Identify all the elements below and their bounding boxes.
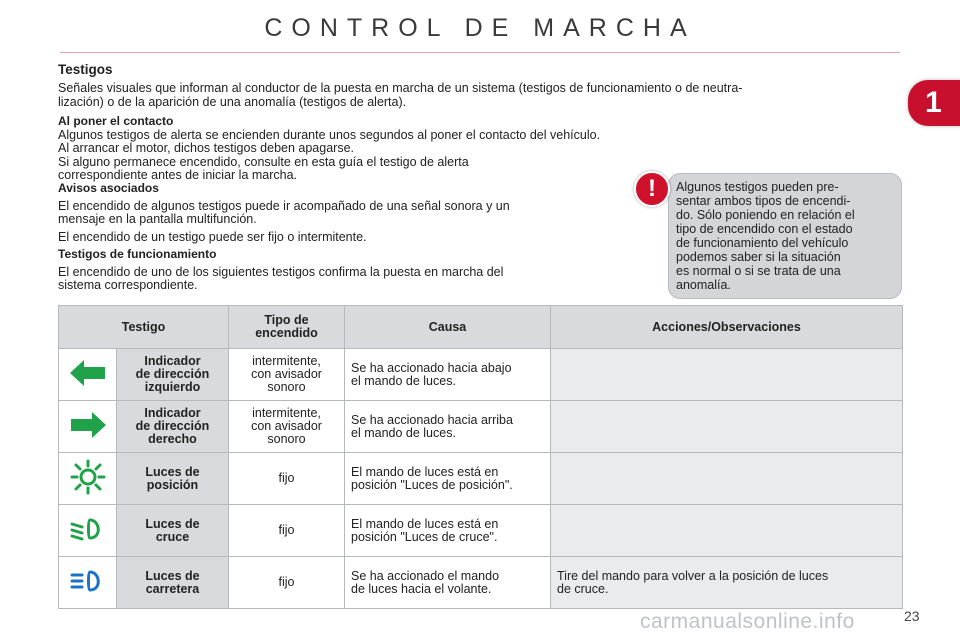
- title-divider: [60, 52, 900, 53]
- table-row: [59, 349, 903, 401]
- indicator-name: [117, 453, 229, 505]
- arrow-right-icon: [59, 401, 117, 453]
- indicator-name-line: derecho: [148, 432, 197, 446]
- ignition-type: [229, 401, 345, 453]
- cause: [345, 557, 551, 609]
- contact-heading: Al poner el contacto: [58, 114, 174, 128]
- indicator-name-line: Luces de: [145, 568, 200, 583]
- cause-line: El mando de luces está en: [351, 516, 499, 531]
- low-beam-icon: [59, 505, 117, 557]
- func-heading: Testigos de funcionamiento: [58, 247, 217, 261]
- table-header-row: [59, 306, 903, 349]
- contact-line: Algunos testigos de alerta se encienden durante unos segundos al poner el contacto del vehículo.: [58, 127, 601, 142]
- warning-line: tipo de encendido con el estado: [676, 222, 853, 236]
- cause-line: posición "Luces de posición".: [351, 477, 513, 492]
- header-tipo-line: Tipo de: [264, 313, 309, 327]
- ignition-type-line: fijo: [278, 523, 295, 537]
- indicator-name: [117, 349, 229, 401]
- avisos-heading: Avisos asociados: [58, 181, 159, 195]
- header-tipo-line: encendido: [255, 326, 318, 340]
- ignition-type-line: con avisador: [251, 419, 322, 433]
- warning-line: do. Sólo poniendo en relación el: [676, 208, 855, 222]
- contact-line: Al arrancar el motor, dichos testigos deben apagarse.: [58, 141, 355, 155]
- indicator-name-line: Indicador: [144, 354, 201, 368]
- arrow-left-icon: [59, 349, 117, 401]
- chapter-tab[interactable]: 1: [908, 80, 960, 126]
- cause-line: Se ha accionado el mando: [351, 568, 500, 583]
- avisos-line: El encendido de un testigo puede ser fijo o intermitente.: [58, 229, 367, 244]
- cause-line: el mando de luces.: [351, 425, 456, 440]
- indicator-name-line: de dirección: [135, 367, 210, 381]
- indicator-name-line: Luces de: [145, 516, 200, 531]
- high-beam-icon: [59, 557, 117, 609]
- position-lights-icon: [59, 453, 117, 505]
- warning-line: de funcionamiento del vehículo: [676, 236, 849, 250]
- contact-block: [58, 115, 600, 183]
- ignition-type-line: intermitente,: [252, 406, 321, 420]
- header-tipo: [229, 306, 345, 349]
- warning-line: Algunos testigos pueden pre-: [676, 180, 839, 194]
- action: [551, 349, 903, 401]
- cause-line: posición "Luces de cruce".: [351, 529, 498, 544]
- table-row: [59, 401, 903, 453]
- indicator-name-line: cruce: [155, 529, 190, 544]
- intro-paragraph: [58, 82, 742, 109]
- warning-line: sentar ambos tipos de encendi-: [676, 194, 851, 208]
- action: [551, 557, 903, 609]
- cause-line: Se ha accionado hacia arriba: [351, 412, 513, 427]
- section-heading: Testigos: [58, 62, 113, 77]
- cause: [345, 453, 551, 505]
- table-row: [59, 505, 903, 557]
- indicator-name-line: de dirección: [135, 419, 210, 433]
- func-line: sistema correspondiente.: [58, 278, 198, 292]
- ignition-type: [229, 453, 345, 505]
- avisos-line: El encendido de algunos testigos puede ir acompañado de una señal sonora y un: [58, 198, 510, 213]
- action: [551, 505, 903, 557]
- ignition-type-line: sonoro: [267, 380, 306, 394]
- contact-line: Si alguno permanece encendido, consulte en esta guía el testigo de alerta: [58, 154, 469, 169]
- action-line: Tire del mando para volver a la posición de luces: [557, 568, 829, 583]
- indicator-name: [117, 505, 229, 557]
- ignition-type: [229, 349, 345, 401]
- ignition-type-line: fijo: [278, 471, 295, 485]
- indicator-name-line: posición: [146, 477, 199, 492]
- warning-line: anomalía.: [676, 278, 731, 292]
- cause: [345, 505, 551, 557]
- avisos-line: mensaje en la pantalla multifunción.: [58, 212, 257, 226]
- indicator-name-line: izquierdo: [144, 380, 201, 394]
- cause: [345, 349, 551, 401]
- indicator-name: [117, 401, 229, 453]
- indicator-table: [58, 305, 903, 609]
- func-line: El encendido de uno de los siguientes testigos confirma la puesta en marcha del: [58, 264, 504, 279]
- page-title: CONTROL DE MARCHA: [264, 14, 696, 42]
- cause-line: de luces hacia el volante.: [351, 581, 492, 596]
- watermark: carmanualsonline.info: [640, 610, 855, 633]
- header-testigo: Testigo: [59, 306, 229, 349]
- indicator-name: [117, 557, 229, 609]
- action-line: de cruce.: [557, 581, 609, 596]
- table-row: [59, 453, 903, 505]
- cause-line: El mando de luces está en: [351, 464, 499, 479]
- ignition-type: [229, 505, 345, 557]
- warning-line: podemos saber si la situación: [676, 250, 841, 264]
- intro-line: lización) o de la aparición de una anomalía (testigos de alerta).: [58, 94, 407, 109]
- header-acciones: Acciones/Observaciones: [551, 306, 903, 349]
- contact-line: correspondiente antes de iniciar la marcha.: [58, 168, 298, 182]
- cause: [345, 401, 551, 453]
- indicator-name-line: carretera: [145, 581, 200, 596]
- cause-line: el mando de luces.: [351, 373, 456, 388]
- ignition-type-line: fijo: [278, 575, 295, 589]
- func-block: [58, 248, 503, 293]
- indicator-name-line: Luces de: [145, 464, 200, 479]
- ignition-type-line: sonoro: [267, 432, 306, 446]
- ignition-type-line: con avisador: [251, 367, 322, 381]
- indicator-name-line: Indicador: [144, 406, 201, 420]
- exclamation-icon: !: [634, 171, 670, 207]
- header-causa: Causa: [345, 306, 551, 349]
- intro-line: Señales visuales que informan al conductor de la puesta en marcha de un sistema (testigos de funcionamiento o de neutra-: [58, 81, 743, 95]
- action: [551, 401, 903, 453]
- ignition-type: [229, 557, 345, 609]
- page-number: 23: [904, 608, 920, 624]
- table-row: [59, 557, 903, 609]
- warning-text: [676, 180, 896, 292]
- warning-line: es normal o si se trata de una: [676, 264, 841, 278]
- cause-line: Se ha accionado hacia abajo: [351, 360, 512, 375]
- avisos-block: [58, 182, 510, 244]
- action: [551, 453, 903, 505]
- ignition-type-line: intermitente,: [252, 354, 321, 368]
